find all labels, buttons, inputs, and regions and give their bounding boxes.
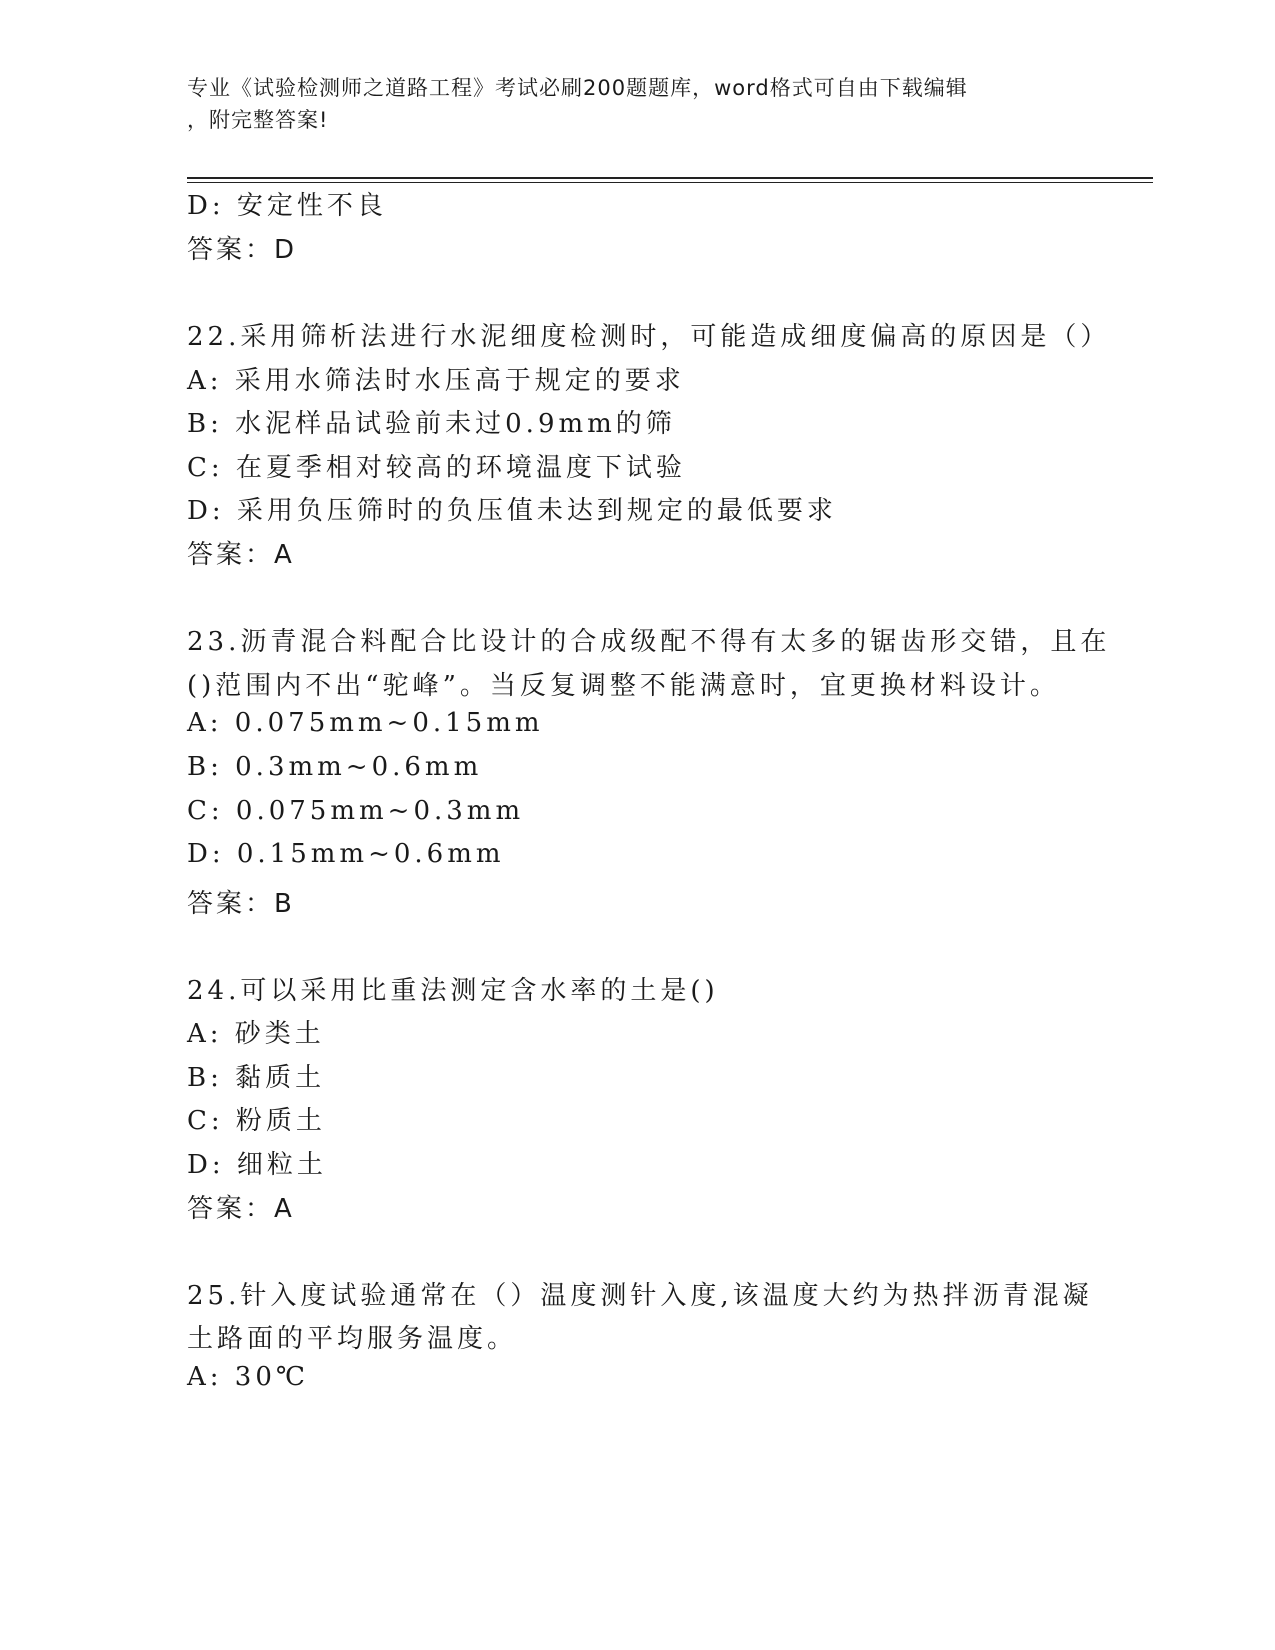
- q23-answer: 答案：B: [187, 889, 295, 919]
- q24-option-d: D: 细粒土: [187, 1150, 327, 1180]
- q23-option-c: C: 0.075mm~0.3mm: [187, 796, 525, 826]
- q24-option-b: B: 黏质土: [187, 1063, 326, 1093]
- q22-option-b: B: 水泥样品试验前未过0.9mm的筛: [187, 409, 676, 439]
- q22-option-d: D: 采用负压筛时的负压值未达到规定的最低要求: [187, 496, 837, 526]
- q23-option-b: B: 0.3mm~0.6mm: [187, 752, 483, 782]
- header-divider-thick: [187, 177, 1153, 179]
- q24-answer: 答案：A: [187, 1194, 295, 1224]
- q22-option-c: C: 在夏季相对较高的环境温度下试验: [187, 453, 686, 483]
- q22-question: 22.采用筛析法进行水泥细度检测时，可能造成细度偏高的原因是（）: [187, 322, 1111, 352]
- document-header: [187, 72, 1087, 136]
- q25-option-a: A: 30℃: [187, 1362, 309, 1392]
- q25-question-line-2: 土路面的平均服务温度。: [187, 1324, 518, 1354]
- q25-question-line-1: 25.针入度试验通常在（）温度测针入度,该温度大约为热拌沥青混凝: [187, 1281, 1093, 1311]
- q24-option-a: A: 砂类土: [187, 1019, 325, 1049]
- q23-option-d: D: 0.15mm~0.6mm: [187, 839, 505, 869]
- prev-option-d: D: 安定性不良: [187, 191, 387, 221]
- q22-option-a: A: 采用水筛法时水压高于规定的要求: [187, 366, 685, 396]
- q24-question: 24.可以采用比重法测定含水率的土是(): [187, 976, 719, 1006]
- q23-question-line-2: ()范围内不出“驼峰”。当反复调整不能满意时，宜更换材料设计。: [187, 671, 1060, 701]
- header-line-1: 专业《试验检测师之道路工程》考试必刷200题题库，word格式可自由下载编辑: [187, 76, 968, 100]
- q23-option-a: A: 0.075mm~0.15mm: [187, 708, 544, 738]
- q23-question-line-1: 23.沥青混合料配合比设计的合成级配不得有太多的锯齿形交错，且在: [187, 627, 1111, 657]
- header-divider-thin: [187, 182, 1153, 183]
- header-line-2: ，附完整答案!: [187, 108, 329, 132]
- prev-answer: 答案：D: [187, 235, 298, 265]
- q22-answer: 答案：A: [187, 540, 295, 570]
- q24-option-c: C: 粉质土: [187, 1106, 326, 1136]
